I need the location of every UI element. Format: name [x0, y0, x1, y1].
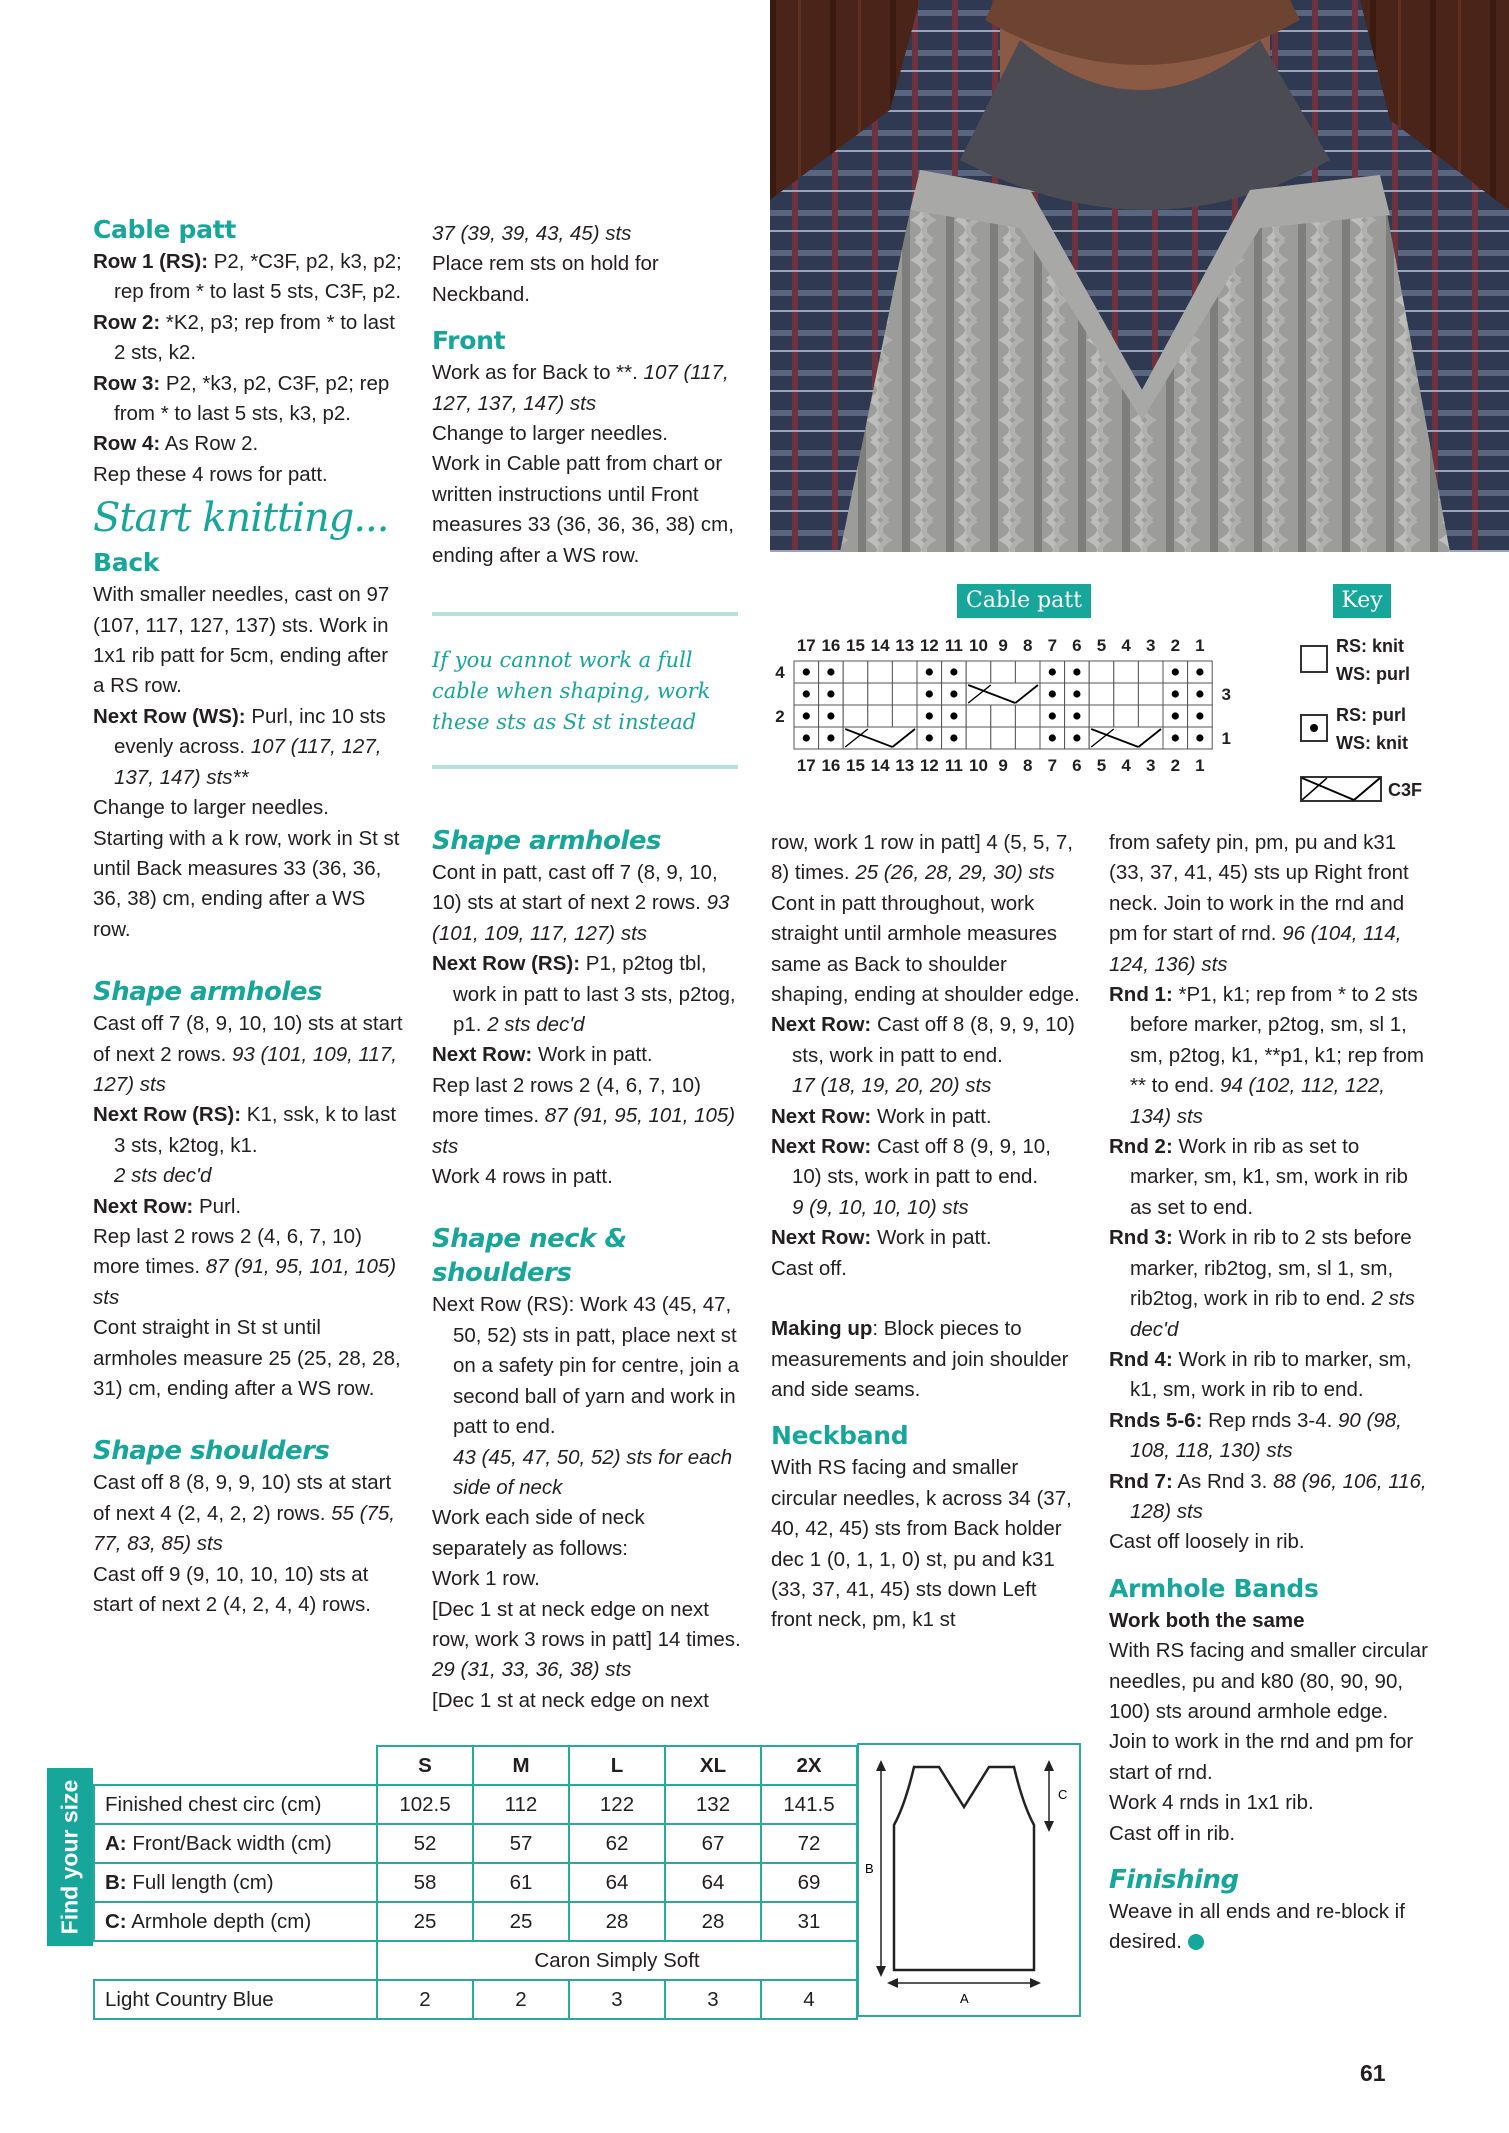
cable-row-1: Row 1 (RS): P2, *C3F, p2, k3, p2; rep from * to last 5 sts, C3F, p2. [93, 250, 402, 304]
column-4 [1109, 828, 1429, 1958]
chart-column-number: 15 [846, 636, 865, 655]
chart-column-number: 11 [944, 756, 963, 775]
back-shoulders-castoff-2: Cast off 9 (9, 10, 10, 10) sts at start of next 2 (4, 2, 4, 4) rows. [93, 1562, 372, 1617]
rnd-1: Rnd 1: *P1, k1; rep from * to 2 sts before marker, p2tog, sm, sl 1, sm, p2tog, k1, **p1, k1; rep from ** to end. 94 (102, 112, 122, 134) sts [1109, 983, 1424, 1128]
size-header-row [94, 1746, 857, 1785]
cable-row-3: Row 3: P2, *k3, p2, C3F, p2; rep from * to last 5 sts, k3, p2. [93, 371, 390, 426]
chart-column-number: 8 [1022, 636, 1033, 655]
page-number: 61 [1360, 2060, 1386, 2086]
chart-column-number: 6 [1072, 636, 1082, 655]
size-value: 31 [761, 1902, 857, 1941]
purl-dot [950, 712, 957, 719]
armhole-bands-sub: Work both the same [1109, 1608, 1305, 1632]
rnds-5-6: Rnds 5-6: Rep rnds 3-4. 90 (98, 108, 118, 130) sts [1109, 1408, 1402, 1463]
chart-cell [991, 727, 1016, 749]
neck-dec-4-cont: row, work 1 row in patt] 4 (5, 5, 7, 8) times. 25 (26, 28, 29, 30) sts [771, 831, 1073, 885]
chart-column-number: 10 [969, 756, 988, 775]
column-3 [771, 828, 1081, 1636]
purl-dot [950, 668, 957, 675]
front-as-back: Work as for Back to **. 107 (117, 127, 137, 147) sts [432, 361, 729, 415]
c3f-key-icon [1300, 776, 1382, 802]
finishing-heading: Finishing [1109, 1865, 1239, 1895]
chart-column-number: 16 [821, 756, 841, 775]
chart-column-number: 11 [944, 636, 963, 655]
vest-schematic [859, 1745, 1079, 2015]
purl-dot [803, 734, 810, 741]
chart-column-number: 17 [796, 756, 816, 775]
size-table [93, 1745, 858, 2020]
back-armholes-castoff: Cast off 7 (8, 9, 10, 10) sts at start of next 2 rows. 93 (101, 109, 117, 127) sts [93, 1012, 403, 1096]
chart-cell [1089, 683, 1114, 705]
chart-column-number: 16 [821, 636, 841, 655]
chart-title-tag: Cable patt [957, 584, 1091, 618]
purl-dot [1172, 668, 1179, 675]
chart-column-number: 7 [1047, 636, 1058, 655]
chart-column-number: 12 [919, 636, 939, 655]
chart-column-number: 7 [1047, 756, 1058, 775]
key-title-tag: Key [1333, 584, 1391, 618]
size-row-length [94, 1863, 857, 1902]
chart-column-number: 9 [998, 756, 1008, 775]
chart-column-number: 3 [1145, 756, 1156, 775]
purl-dot [1172, 712, 1179, 719]
size-value: 72 [761, 1824, 857, 1863]
chart-column-number: 10 [969, 636, 988, 655]
chart-column-number: 12 [919, 756, 939, 775]
size-value: 112 [473, 1785, 569, 1824]
yarn-amount: 3 [665, 1980, 761, 2019]
chart-cell [991, 661, 1016, 683]
back-armholes-straight: Cont straight in St st until armholes measure 25 (25, 28, 28, 31) cm, ending after a WS row. [93, 1316, 401, 1400]
row-label: A: Front/Back width (cm) [94, 1824, 377, 1863]
chart-column-number: 4 [1121, 636, 1131, 655]
chart-cell [1015, 705, 1040, 727]
neck-next-row: Next Row (RS): Work 43 (45, 47, 50, 52) sts in patt, place next st on a safety pin for centre, join a second ball of yarn and work in patt to end. 43 (45, 47, 50, 52) sts for each side of neck [432, 1293, 740, 1499]
armhole-bands-castoff: Cast off in rib. [1109, 1821, 1236, 1845]
back-armholes-repeat: Rep last 2 rows 2 (4, 6, 7, 10) more times. 87 (91, 95, 101, 105) sts [93, 1224, 397, 1309]
neckband-cast-off: Cast off loosely in rib. [1109, 1530, 1305, 1554]
purl-dot [1049, 734, 1056, 741]
back-shoulders-heading: Shape shoulders [93, 1436, 330, 1467]
yarn-amount: 4 [761, 1980, 857, 2019]
purl-dot [950, 690, 957, 697]
purl-dot [1196, 668, 1203, 675]
tip-text: If you cannot work a full cable when shaping, work these sts as St st instead [432, 648, 711, 734]
chart-row-number: 4 [775, 663, 785, 682]
chart-cell [1114, 705, 1139, 727]
chart-cell [1138, 705, 1163, 727]
purl-dot [1049, 712, 1056, 719]
row-label: C: Armhole depth (cm) [94, 1902, 377, 1941]
armhole-bands-text: With RS facing and smaller circular needles, pu and k80 (80, 90, 90, 100) sts around armhole edge. Join to work in the rnd and pm for start of rnd. [1109, 1639, 1428, 1784]
front-armholes-next-row: Next Row (RS): P1, p2tog tbl, work in patt to last 3 sts, p2tog, p1. 2 sts dec'd [432, 952, 736, 1037]
size-value: 28 [665, 1902, 761, 1941]
chart-column-number: 13 [895, 636, 915, 655]
chart-cell [892, 661, 917, 683]
size-row-width [94, 1824, 857, 1863]
knit-key-label: RS: knit WS: purl [1336, 636, 1410, 684]
cable-patt-heading: Cable patt [93, 215, 237, 244]
purl-dot [926, 668, 933, 675]
front-cast-off: Cast off. [771, 1256, 847, 1280]
size-header: M [473, 1746, 569, 1785]
front-heading: Front [432, 326, 506, 356]
knit-key-square [1300, 645, 1328, 673]
chart-cell [892, 705, 917, 727]
front-shoulder-row-1: Next Row: Cast off 8 (8, 9, 9, 10) sts, work in patt to end. 17 (18, 19, 20, 20) sts [771, 1013, 1075, 1098]
yarn-colour-row [94, 1980, 857, 2019]
chart-key [1300, 632, 1500, 802]
column-2 [432, 219, 742, 571]
chart-column-number: 5 [1096, 636, 1107, 655]
end-mark-icon [1188, 1934, 1204, 1950]
size-row-armhole [94, 1902, 857, 1941]
purl-dot [1073, 712, 1080, 719]
size-header: 2X [761, 1746, 857, 1785]
neckband-cont: from safety pin, pm, pu and k31 (33, 37, 41, 45) sts up Right front neck. Join to work in the rnd and pm for start of rnd. 96 (104, 114, 124, 136) sts [1109, 831, 1409, 976]
column-2-lower [432, 824, 742, 1716]
neck-separately: Work each side of neck separately as follows: [432, 1506, 645, 1560]
size-value: 141.5 [761, 1785, 857, 1824]
chart-cell [1114, 661, 1139, 683]
back-neck-count: 37 (39, 39, 43, 45) sts [432, 222, 632, 245]
back-shoulders-castoff-1: Cast off 8 (8, 9, 9, 10) sts at start of next 4 (2, 4, 2, 2) rows. 55 (75, 77, 83, 85) sts [93, 1471, 395, 1556]
purl-dot [926, 734, 933, 741]
purl-dot [827, 690, 834, 697]
chart-cell [1015, 661, 1040, 683]
purl-dot [827, 734, 834, 741]
size-value: 61 [473, 1863, 569, 1902]
armhole-bands-heading: Armhole Bands [1109, 1573, 1319, 1603]
rnd-4: Rnd 4: Work in rib to marker, sm, k1, sm, work in rib to end. [1109, 1347, 1412, 1402]
size-value: 62 [569, 1824, 665, 1863]
yarn-amount: 2 [473, 1980, 569, 2019]
back-next-row: Next Row (WS): Purl, inc 10 sts evenly across. 107 (117, 127, 137, 147) sts** [93, 704, 386, 789]
cable-row-4: Row 4: As Row 2. [93, 432, 259, 456]
finishing-text: Weave in all ends and re-block if desired. [1109, 1900, 1405, 1954]
neck-dec-14: [Dec 1 st at neck edge on next row, work 3 rows in patt] 14 times. 29 (31, 33, 36, 38) sts [432, 1597, 741, 1682]
neck-dec-4: [Dec 1 st at neck edge on next [432, 1688, 709, 1712]
neckband-heading: Neckband [771, 1421, 909, 1451]
size-value: 69 [761, 1863, 857, 1902]
chart-cell [868, 705, 893, 727]
back-armholes-heading: Shape armholes [93, 977, 322, 1008]
chart-cell [843, 705, 868, 727]
purl-dot [926, 690, 933, 697]
size-header: S [377, 1746, 473, 1785]
cable-chart [770, 625, 1270, 800]
row-label: Finished chest circ (cm) [94, 1785, 377, 1824]
chart-column-number: 2 [1170, 756, 1181, 775]
chart-cell [1138, 661, 1163, 683]
chart-column-number: 9 [998, 636, 1008, 655]
chart-cell [966, 705, 991, 727]
find-your-size-tab: Find your size [47, 1768, 93, 1946]
chart-column-number: 17 [796, 636, 816, 655]
schematic-label-c: C [1058, 1787, 1068, 1802]
sweater-vest-photo [770, 0, 1509, 552]
tip-bottom-rule [432, 765, 738, 769]
chart-cell [1015, 727, 1040, 749]
purl-key-label: RS: purl WS: knit [1336, 705, 1408, 753]
chart-cell [991, 705, 1016, 727]
yarn-colour-label: Light Country Blue [94, 1980, 377, 2019]
chart-cell [1089, 661, 1114, 683]
back-cast-on-text: With smaller needles, cast on 97 (107, 117, 127, 137) sts. Work in 1x1 rib patt for 5cm, ending after a RS row. [93, 583, 390, 698]
yarn-brand: Caron Simply Soft [377, 1941, 857, 1980]
purl-dot [1049, 690, 1056, 697]
chart-column-number: 13 [895, 756, 915, 775]
purl-dot [1196, 690, 1203, 697]
chart-cell [892, 683, 917, 705]
back-hold-text: Place rem sts on hold for Neckband. [432, 252, 659, 306]
neckband-text: With RS facing and smaller circular needles, k across 34 (37, 40, 42, 45) sts from Back holder dec 1 (0, 1, 1, 0) st, pu and k31 (33, 37, 41, 45) sts down Left front neck, pm, k1 st [771, 1456, 1072, 1632]
chart-cell [966, 661, 991, 683]
chart-cell [1089, 705, 1114, 727]
column-1 [93, 213, 403, 1620]
chart-row-number: 3 [1221, 685, 1231, 704]
chart-column-number: 5 [1096, 756, 1107, 775]
start-knitting-heading: Start knitting... [93, 495, 389, 542]
size-value: 52 [377, 1824, 473, 1863]
front-needles-text: Change to larger needles. [432, 422, 668, 446]
row-label: B: Full length (cm) [94, 1863, 377, 1902]
chart-column-number: 3 [1145, 636, 1156, 655]
purl-dot-icon [1310, 724, 1318, 732]
chart-column-number: 6 [1072, 756, 1082, 775]
chart-column-number: 2 [1170, 636, 1181, 655]
schematic-box [857, 1743, 1081, 2017]
purl-dot [950, 734, 957, 741]
chart-column-number: 14 [870, 756, 890, 775]
purl-dot [827, 712, 834, 719]
yarn-amount: 3 [569, 1980, 665, 2019]
c3f-cell [966, 683, 1040, 705]
chart-cell [1114, 683, 1139, 705]
purl-dot [1073, 690, 1080, 697]
cable-repeat-text: Rep these 4 rows for patt. [93, 462, 328, 486]
size-value: 132 [665, 1785, 761, 1824]
chart-cell [868, 661, 893, 683]
chart-column-number: 8 [1022, 756, 1033, 775]
c3f-cell [1089, 727, 1163, 749]
purl-dot [1196, 734, 1203, 741]
cable-row-2: Row 2: *K2, p3; rep from * to last 2 sts, k2. [93, 310, 395, 365]
size-value: 57 [473, 1824, 569, 1863]
chart-cell [1138, 683, 1163, 705]
size-value: 25 [473, 1902, 569, 1941]
front-shoulder-row-3: Next Row: Cast off 8 (9, 9, 10, 10) sts, work in patt to end. 9 (9, 10, 10, 10) sts [771, 1135, 1051, 1219]
chart-cell [843, 683, 868, 705]
front-shoulder-row-4: Next Row: Work in patt. [771, 1226, 992, 1250]
c3f-key-label: C3F [1388, 780, 1423, 800]
front-armholes-patt-row: Next Row: Work in patt. [432, 1043, 653, 1067]
chart-cell [966, 727, 991, 749]
c3f-cell [843, 727, 917, 749]
back-st-st-text: Starting with a k row, work in St st until Back measures 33 (36, 36, 36, 38) cm, ending after a WS row. [93, 826, 400, 941]
chart-cell [868, 683, 893, 705]
back-heading: Back [93, 548, 160, 578]
yarn-amount: 2 [377, 1980, 473, 2019]
chart-column-number: 1 [1195, 756, 1205, 775]
making-up-text: Making up: Block pieces to measurements and join shoulder and side seams. [771, 1317, 1069, 1401]
tip-top-rule [432, 612, 738, 616]
purl-dot [1073, 668, 1080, 675]
chart-column-number: 1 [1195, 636, 1205, 655]
size-value: 25 [377, 1902, 473, 1941]
size-header: L [569, 1746, 665, 1785]
schematic-label-a: A [960, 1991, 969, 2006]
front-armholes-castoff: Cont in patt, cast off 7 (8, 9, 10, 10) sts at start of next 2 rows. 93 (101, 109, 117, 127) sts [432, 861, 730, 945]
purl-key-square [1300, 714, 1328, 742]
chart-column-number: 15 [846, 756, 865, 775]
front-cable-text: Work in Cable patt from chart or written instructions until Front measures 33 (36, 36, 36, 38) cm, ending after a WS row. [432, 452, 734, 567]
size-value: 28 [569, 1902, 665, 1941]
armhole-bands-rib: Work 4 rnds in 1x1 rib. [1109, 1791, 1314, 1815]
purl-dot [827, 668, 834, 675]
size-value: 122 [569, 1785, 665, 1824]
size-header: XL [665, 1746, 761, 1785]
back-armholes-purl-row: Next Row: Purl. [93, 1194, 242, 1218]
purl-dot [1172, 690, 1179, 697]
neck-work-1-row: Work 1 row. [432, 1567, 540, 1591]
front-armholes-repeat: Rep last 2 rows 2 (4, 6, 7, 10) more times. 87 (91, 95, 101, 105) sts [432, 1073, 736, 1158]
size-value: 102.5 [377, 1785, 473, 1824]
chart-row-number: 2 [775, 707, 785, 726]
chart-cell [843, 661, 868, 683]
purl-dot [926, 712, 933, 719]
chart-column-number: 14 [870, 636, 890, 655]
yarn-brand-row [94, 1941, 857, 1980]
purl-dot [803, 712, 810, 719]
size-value: 64 [569, 1863, 665, 1902]
purl-dot [803, 690, 810, 697]
rnd-3: Rnd 3: Work in rib to 2 sts before marker, rib2tog, sm, sl 1, sm, rib2tog, work in rib to end. 2 sts dec'd [1109, 1226, 1415, 1341]
front-cont-straight: Cont in patt throughout, work straight until armhole measures same as Back to shoulder shaping, ending at shoulder edge. [771, 891, 1080, 1007]
rnd-2: Rnd 2: Work in rib as set to marker, sm, k1, sm, work in rib as set to end. [1109, 1135, 1408, 1219]
chart-row-number: 1 [1221, 729, 1231, 748]
purl-dot [1073, 734, 1080, 741]
front-armholes-4rows: Work 4 rows in patt. [432, 1165, 613, 1189]
back-armholes-next-row: Next Row (RS): K1, ssk, k to last 3 sts, k2tog, k1. 2 sts dec'd [93, 1103, 397, 1188]
size-value: 58 [377, 1863, 473, 1902]
chart-column-number: 4 [1121, 756, 1131, 775]
purl-dot [1172, 734, 1179, 741]
front-armholes-heading: Shape armholes [432, 826, 661, 856]
size-row-chest [94, 1785, 857, 1824]
purl-dot [1196, 712, 1203, 719]
size-value: 67 [665, 1824, 761, 1863]
purl-dot [803, 668, 810, 675]
front-shoulder-row-2: Next Row: Work in patt. [771, 1104, 992, 1128]
rnd-7: Rnd 7: As Rnd 3. 88 (96, 106, 116, 128) sts [1109, 1469, 1427, 1523]
purl-dot [1049, 668, 1056, 675]
schematic-label-b: B [865, 1861, 874, 1876]
back-needles-text: Change to larger needles. [93, 796, 329, 820]
size-value: 64 [665, 1863, 761, 1902]
neck-shoulders-heading: Shape neck & shoulders [432, 1224, 627, 1289]
